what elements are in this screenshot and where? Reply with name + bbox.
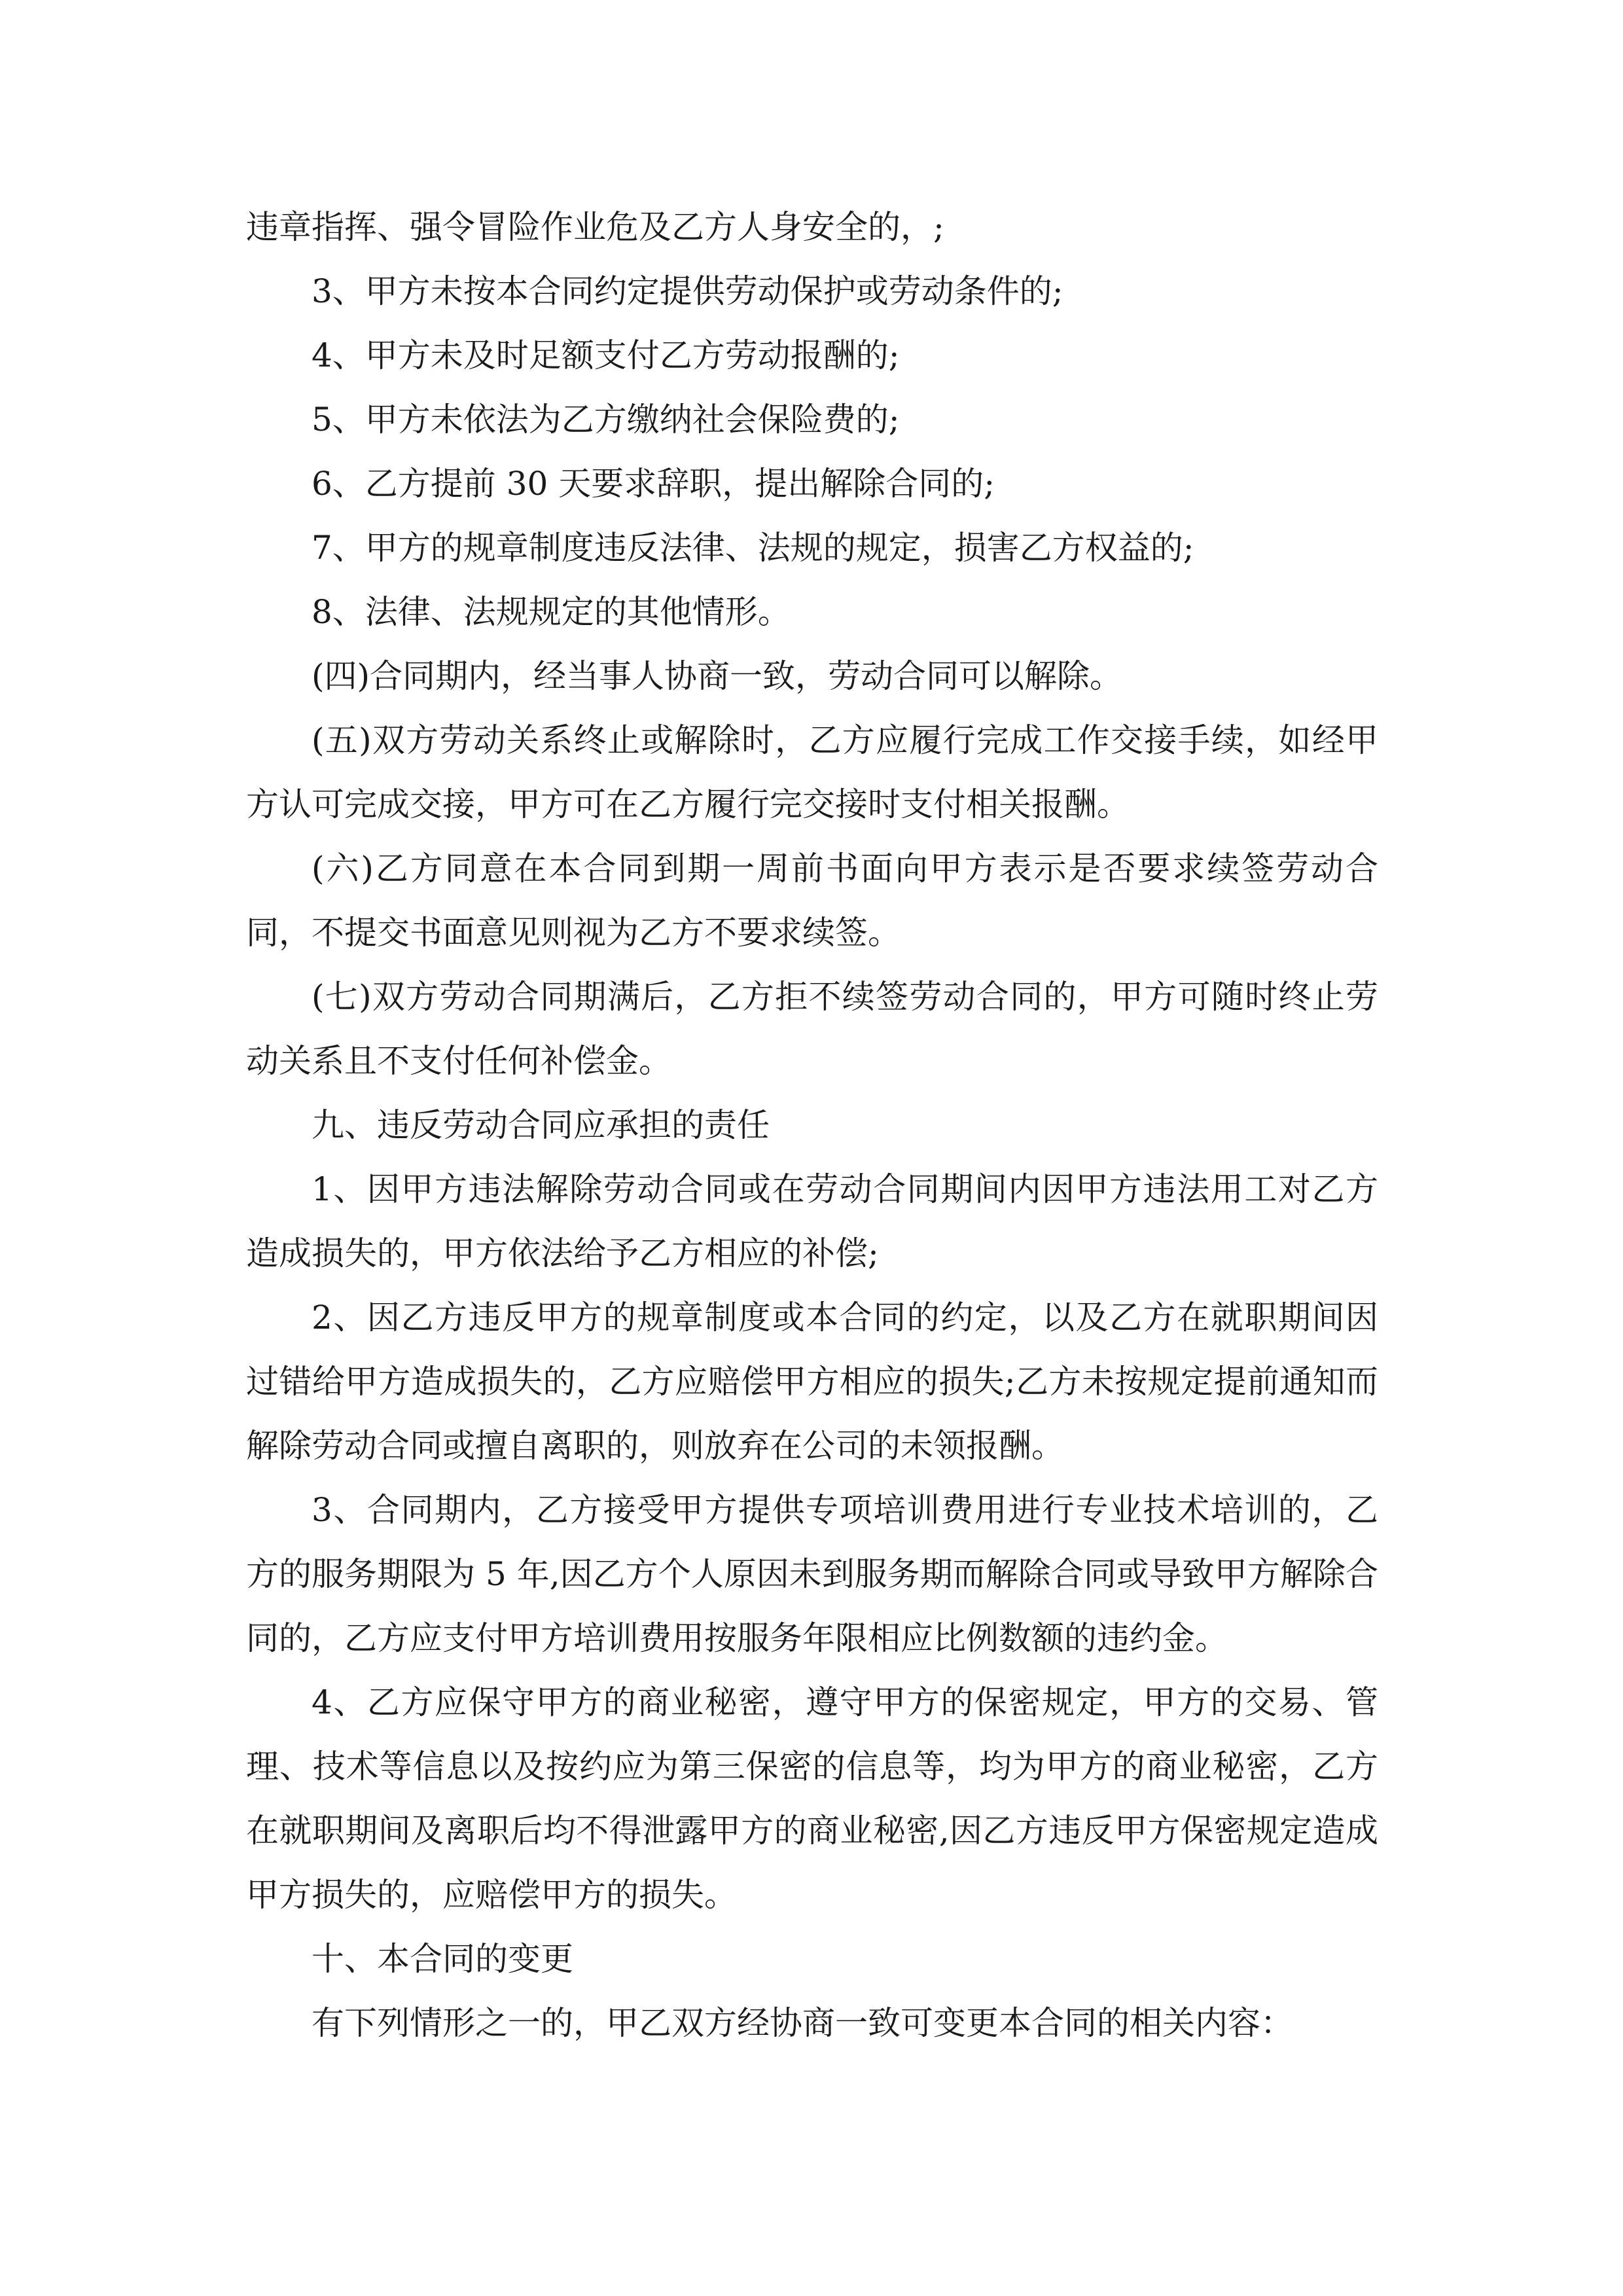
paragraph: 3、甲方未按本合同约定提供劳动保护或劳动条件的; bbox=[312, 272, 1063, 310]
paragraph: 5、甲方未依法为乙方缴纳社会保险费的; bbox=[312, 401, 900, 439]
paragraph: 违章指挥、强令冒险作业危及乙方人身安全的，; bbox=[246, 208, 944, 246]
paragraph: (六)乙方同意在本合同到期一周前书面向甲方表示是否要求续签劳动合同，不提交书面意见则视为乙方不要求续签。 bbox=[246, 850, 1378, 952]
paragraph: 7、甲方的规章制度违反法律、法规的规定，损害乙方权益的; bbox=[312, 529, 1194, 567]
section-heading: 十、本合同的变更 bbox=[312, 1940, 573, 1978]
paragraph: 3、合同期内，乙方接受甲方提供专项培训费用进行专业技术培训的，乙方的服务期限为 5 年,因乙方个人原因未到服务期而解除合同或导致甲方解除合同的，乙方应支付甲方培训费用按服务年限相应比例数额的违约金。 bbox=[246, 1491, 1378, 1657]
paragraph: 4、乙方应保守甲方的商业秘密，遵守甲方的保密规定，甲方的交易、管理、技术等信息以及按约应为第三保密的信息等，均为甲方的商业秘密，乙方在就职期间及离职后均不得泄露甲方的商业秘密,因乙方违反甲方保密规定造成甲方损失的，应赔偿甲方的损失。 bbox=[246, 1683, 1378, 1914]
paragraph: 1、因甲方违法解除劳动合同或在劳动合同期间内因甲方违法用工对乙方造成损失的，甲方依法给予乙方相应的补偿; bbox=[246, 1170, 1378, 1272]
paragraph: (五)双方劳动关系终止或解除时，乙方应履行完成工作交接手续，如经甲方认可完成交接，甲方可在乙方履行完交接时支付相关报酬。 bbox=[246, 721, 1378, 823]
paragraph: 有下列情形之一的，甲乙双方经协商一致可变更本合同的相关内容： bbox=[312, 2004, 1293, 2042]
paragraph: 2、因乙方违反甲方的规章制度或本合同的约定，以及乙方在就职期间因过错给甲方造成损失的，乙方应赔偿甲方相应的损失;乙方未按规定提前通知而解除劳动合同或擅自离职的，则放弃在公司的未领报酬。 bbox=[246, 1299, 1378, 1465]
paragraph: (四)合同期内，经当事人协商一致，劳动合同可以解除。 bbox=[312, 657, 1123, 695]
paragraph: (七)双方劳动合同期满后，乙方拒不续签劳动合同的，甲方可随时终止劳动关系且不支付任何补偿金。 bbox=[246, 978, 1378, 1080]
document-body bbox=[246, 195, 1378, 2055]
section-heading: 九、违反劳动合同应承担的责任 bbox=[312, 1106, 770, 1144]
paragraph: 4、甲方未及时足额支付乙方劳动报酬的; bbox=[312, 336, 900, 374]
paragraph: 8、法律、法规规定的其他情形。 bbox=[312, 593, 791, 631]
paragraph: 6、乙方提前 30 天要求辞职，提出解除合同的; bbox=[312, 465, 995, 503]
